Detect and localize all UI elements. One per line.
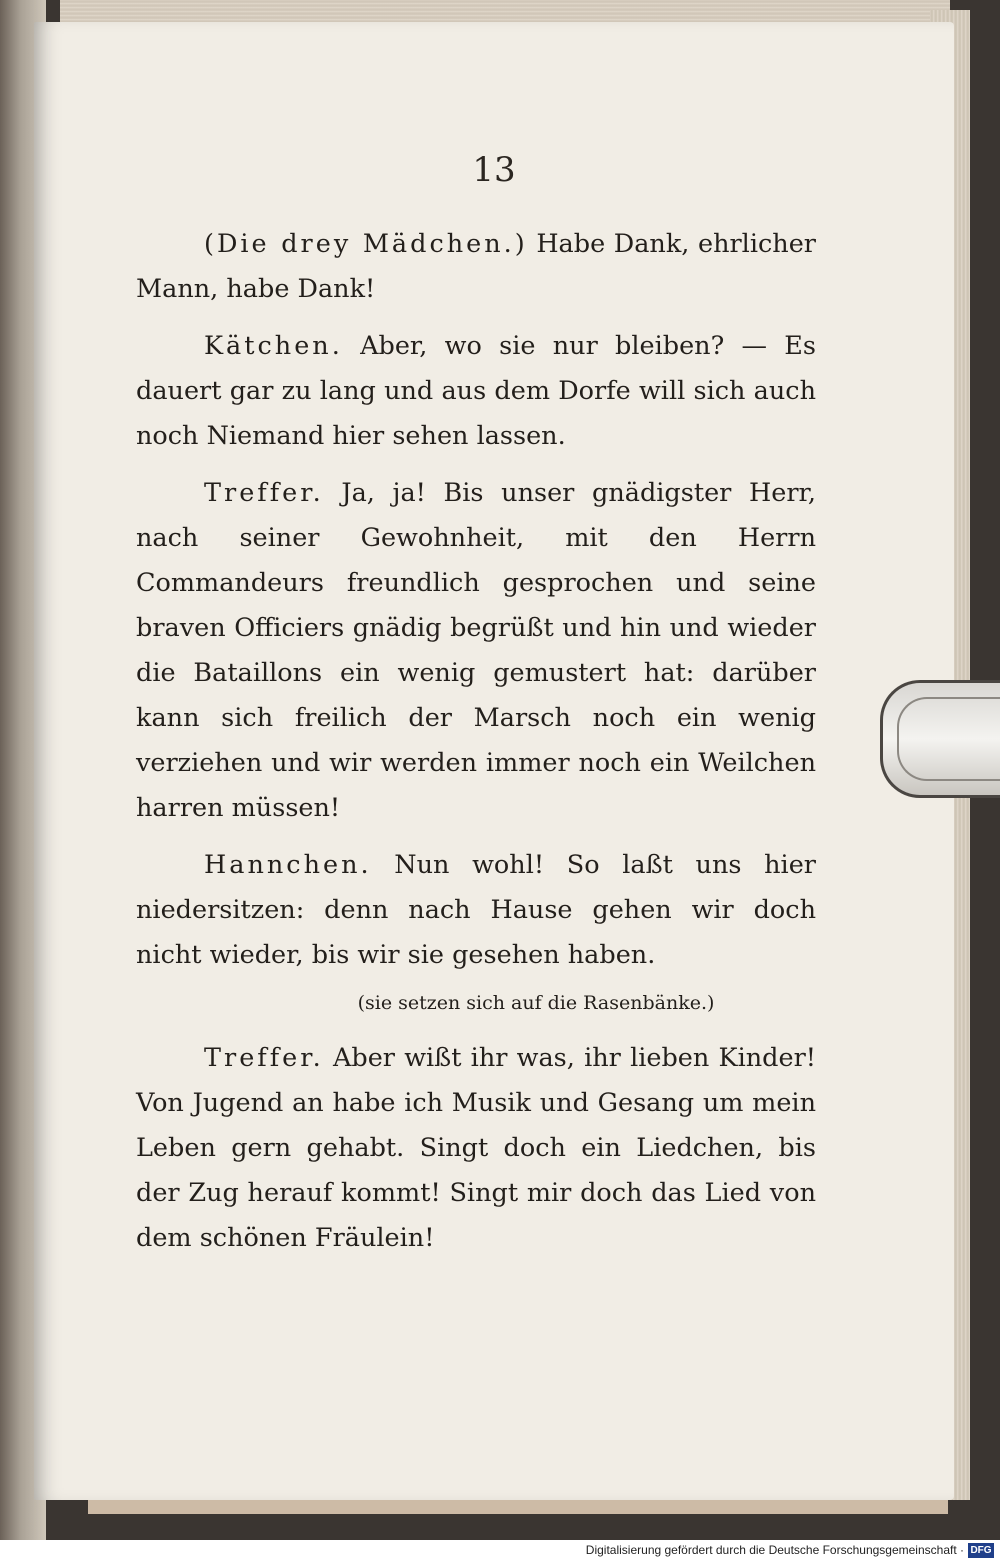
speaker-name: Treffer. [204,478,324,508]
speaker-name: Hannchen. [204,850,372,880]
speech-text: Aber wißt ihr was, ihr lieben Kinder! Von Jugend an habe ich Musik und Gesang um mein Leben gern gehabt. Singt doch ein Liedchen, bis der Zug herauf kommt! Singt mir doch das Lied von dem schönen Fräulein! [136,1043,816,1253]
digitization-footer [0,1540,1000,1562]
book-page [34,22,954,1500]
page-number: 13 [472,150,516,190]
speaker-name: Treffer. [204,1043,324,1073]
page-text-block [136,222,816,1273]
stage-direction: (sie setzen sich auf die Rasenbänke.) [357,992,715,1014]
paragraph [136,471,816,831]
footer-credit-text: Digitalisierung gefördert durch die Deutsche Forschungsgemeinschaft · [585,1543,964,1557]
paragraph [136,843,816,978]
speech-text: Nun wohl! So laßt uns hier niedersitzen: denn nach Hause gehen wir doch nicht wieder, bis wir sie gesehen haben. [136,850,816,970]
speech-text: Ja, ja! Bis unser gnädigster Herr, nach seiner Gewohnheit, mit den Herrn Commandeurs freundlich gesprochen und seine braven Officiers gnädig begrüßt und hin und wieder die Bataillons ein wenig gemustert hat: darüber kann sich freilich der Marsch noch ein wenig verziehen und wir werden immer noch ein Weilchen harren müssen! [136,478,816,823]
paragraph [136,324,816,459]
paper-clip [880,680,1000,798]
speaker-name: (Die drey Mädchen.) [204,229,528,259]
paragraph [136,1036,816,1261]
paragraph [136,222,816,312]
dfg-logo-icon: DFG [968,1543,994,1558]
speaker-name: Kätchen. [204,331,343,361]
speech-text: Habe Dank, ehrlicher Mann, habe Dank! [136,229,816,304]
paper-clip-inner-loop [897,697,1000,781]
speech-text: Aber, wo sie nur bleiben? — Es dauert gar zu lang und aus dem Dorfe will sich auch noch Niemand hier sehen lassen. [136,331,816,451]
